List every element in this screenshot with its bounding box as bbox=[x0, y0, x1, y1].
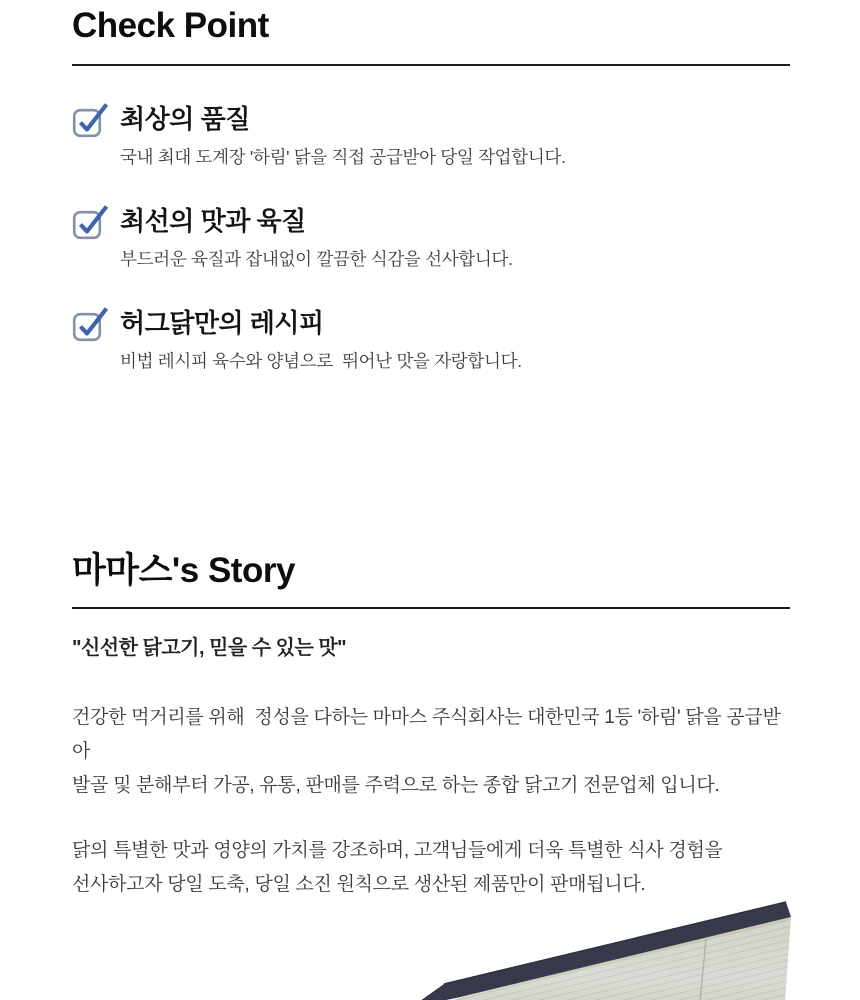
check-item-head bbox=[72, 304, 790, 342]
factory-building-illustration bbox=[0, 895, 860, 1000]
check-item-title: 허그닭만의 레시피 bbox=[120, 308, 324, 338]
check-item-description: 부드러운 육질과 잡내없이 깔끔한 식감을 선사합니다. bbox=[120, 249, 513, 269]
checkbox-check-icon bbox=[72, 202, 110, 240]
check-item-description: 비법 레시피 육수와 양념으로 뛰어난 맛을 자랑합니다. bbox=[120, 351, 522, 371]
story-quote: "신선한 닭고기, 믿을 수 있는 맛" bbox=[72, 637, 347, 659]
paragraph-line: 건강한 먹거리를 위해 정성을 다하는 마마스 주식회사는 대한민국 1등 '하림' 닭을 공급받아 bbox=[72, 707, 781, 762]
check-item-taste bbox=[72, 202, 790, 272]
section-divider bbox=[72, 64, 790, 66]
check-item-recipe bbox=[72, 304, 790, 374]
check-item-title: 최상의 품질 bbox=[120, 104, 250, 134]
story-paragraph-2 bbox=[72, 834, 790, 902]
check-item-description: 국내 최대 도계장 '하림' 닭을 직접 공급받아 당일 작업합니다. bbox=[120, 147, 566, 167]
story-paragraph-1 bbox=[72, 701, 790, 803]
factory-photo bbox=[0, 895, 860, 1000]
check-item-title: 최선의 맛과 육질 bbox=[120, 206, 306, 236]
check-item-quality bbox=[72, 100, 790, 170]
check-point-title: Check Point bbox=[72, 6, 269, 45]
check-item-head bbox=[72, 202, 790, 240]
story-title: 마마스's Story bbox=[72, 551, 295, 590]
check-item-head bbox=[72, 100, 790, 138]
paragraph-line: 발골 및 분해부터 가공, 유통, 판매를 주력으로 하는 종합 닭고기 전문업체 입니다. bbox=[72, 775, 720, 796]
checkbox-check-icon bbox=[72, 304, 110, 342]
check-point-items bbox=[72, 100, 790, 374]
checkbox-check-icon bbox=[72, 100, 110, 138]
check-point-section bbox=[72, 0, 790, 374]
section-divider bbox=[72, 607, 790, 609]
paragraph-line: 선사하고자 당일 도축, 당일 소진 원칙으로 생산된 제품만이 판매됩니다. bbox=[72, 874, 646, 895]
brand-story-section bbox=[72, 550, 790, 902]
paragraph-line: 닭의 특별한 맛과 영양의 가치를 강조하며, 고객님들에게 더욱 특별한 식사 경험을 bbox=[72, 840, 723, 861]
